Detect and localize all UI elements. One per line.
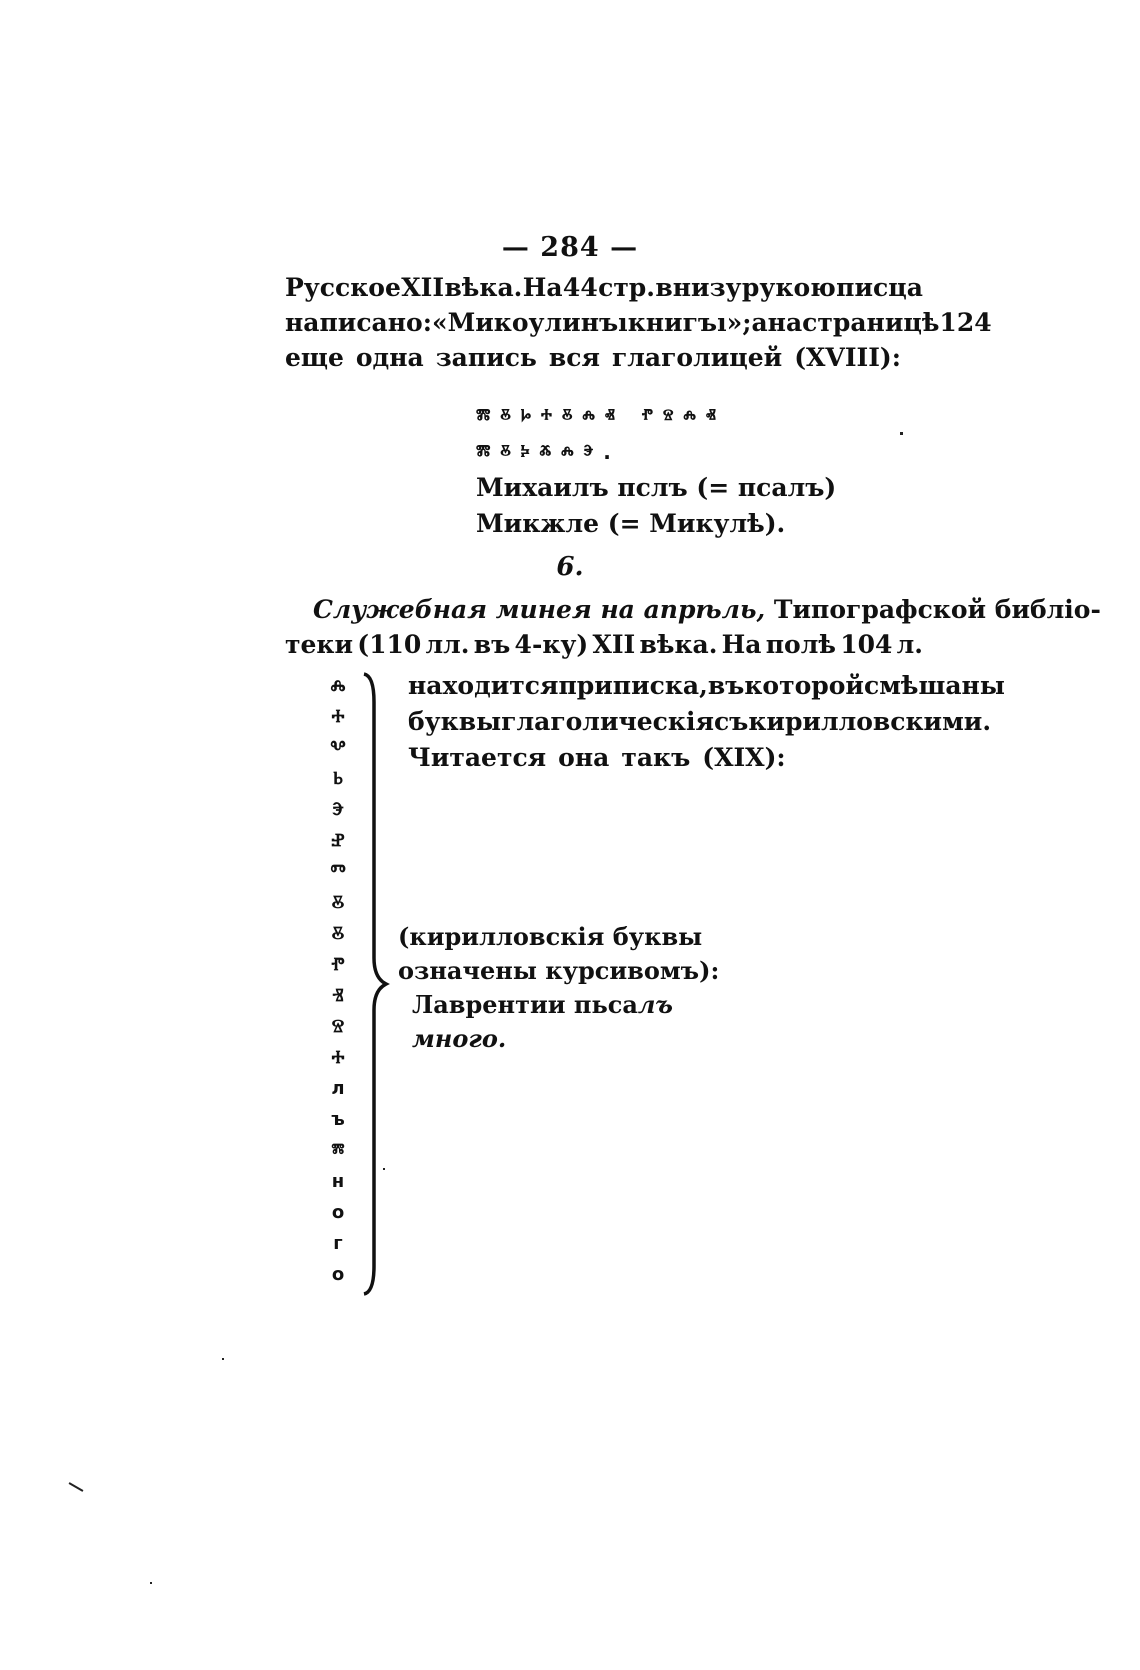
word: которой [744, 671, 864, 700]
word: писца [836, 273, 923, 302]
word: въ [707, 671, 745, 700]
vertical-letter: Ⱐ [332, 985, 344, 1006]
word: съ [713, 707, 749, 736]
vertical-letter: Ⱀ [331, 830, 345, 851]
manuscript-title: Служебная минея на апрѣль, [313, 595, 766, 624]
note-line-1: (кирилловскія буквы [398, 922, 703, 951]
right-brace [360, 672, 390, 1296]
intro-line-3 [285, 340, 923, 375]
vertical-letter: Ⰻ [331, 892, 345, 913]
word: XII [401, 273, 445, 302]
vertical-letter: г [333, 1233, 343, 1254]
vertical-letter: Ⰰ [331, 706, 345, 727]
word: смѣшаны [863, 671, 1005, 700]
word: запись [435, 343, 537, 372]
vertical-letter: н [331, 1171, 345, 1192]
section-paragraph [285, 592, 1101, 662]
word: стр. [598, 273, 655, 302]
word: одна [355, 343, 424, 372]
vertical-letter: Ⰵ [332, 799, 344, 820]
word: полѣ [765, 630, 836, 659]
note-line-3-italic: лъ [637, 990, 673, 1019]
vertical-letter: ъ [331, 1109, 345, 1130]
vertical-letter: Ⰲ [330, 737, 346, 758]
side-paragraph [408, 668, 1005, 776]
note-line-3 [398, 988, 719, 1022]
note-line-4: много. [412, 1024, 507, 1053]
word: находится [408, 671, 559, 700]
word: вѣка. [444, 273, 523, 302]
word: 4-ку) [514, 630, 589, 659]
vertical-letter: ⰿ [331, 1140, 345, 1161]
word: На [721, 630, 762, 659]
side-line-2 [408, 704, 992, 740]
glagolitic-line-2: ⰿⰻⰽⰶⰾⰵ. [476, 440, 621, 464]
word: а [751, 308, 768, 337]
section-line-1 [285, 592, 1101, 627]
intro-line-1 [285, 270, 923, 305]
word: рукою [741, 273, 836, 302]
section-line-2 [285, 627, 923, 662]
word: 44 [562, 273, 598, 302]
word: кирилловскими. [748, 707, 992, 736]
word: страницѣ [802, 308, 940, 337]
word: «Микоулинъı [431, 308, 628, 337]
glagolitic-line-1: ⰿⰻⱈⰰⰻⰾⱏ ⱂⱄⰾⱏ [476, 404, 726, 428]
vertical-letter: Ⱃ [333, 768, 343, 789]
scan-mark [900, 432, 903, 435]
word: книгъı»; [627, 308, 752, 337]
page-number: — 284 — [501, 232, 639, 263]
transliteration-line-2: Микжле (= Микулѣ). [476, 509, 786, 538]
word: буквы [408, 707, 502, 736]
word: на [767, 308, 803, 337]
word: глаголицей [611, 343, 783, 372]
word: такъ [621, 743, 691, 772]
side-line-1 [408, 668, 1005, 704]
word: XII [592, 630, 636, 659]
word: внизу [655, 273, 742, 302]
section-line-1-rest: Типографской библіо- [773, 595, 1101, 624]
vertical-letter: о [331, 1202, 345, 1223]
word: Читается [408, 743, 547, 772]
word: л. [896, 630, 923, 659]
vertical-letter: Ⱂ [331, 954, 345, 975]
vertical-letter-column [318, 670, 358, 1290]
word: (110 [357, 630, 422, 659]
scan-mark [150, 1582, 152, 1584]
side-line-3 [408, 740, 923, 776]
note-line-2: означены курсивомъ): [398, 956, 720, 985]
word: 104 [840, 630, 893, 659]
vertical-letter: о [331, 1264, 345, 1285]
word: теки [285, 630, 353, 659]
word: (XVIII): [794, 343, 901, 372]
scan-mark [222, 1358, 224, 1360]
section-number: 6. [556, 552, 584, 582]
note-line-3-prefix: Лаврентии пьса [412, 990, 638, 1019]
word: Русское [285, 273, 401, 302]
cyrillic-note [398, 920, 719, 1056]
word: На [522, 273, 563, 302]
word: лл. [425, 630, 470, 659]
vertical-letter: Ⰻ [331, 923, 345, 944]
vertical-letter: л [331, 1078, 345, 1099]
vertical-letter: Ⱄ [331, 1016, 345, 1037]
vertical-letter: Ⰰ [331, 1047, 345, 1068]
transliteration-line-1: Михаилъ пслъ (= псалъ) [476, 473, 837, 502]
intro-line-2 [285, 305, 992, 340]
word: въ [473, 630, 511, 659]
word: еще [285, 343, 344, 372]
word: приписка, [558, 671, 708, 700]
vertical-letter: Ⰾ [330, 675, 346, 696]
paragraph-intro [285, 270, 992, 375]
word: вѣка. [639, 630, 718, 659]
scan-mark [69, 1482, 84, 1492]
word: (XIX): [702, 743, 786, 772]
scan-mark [383, 1168, 385, 1170]
vertical-letter: Ⱅ [330, 861, 346, 882]
word: 124 [939, 308, 992, 337]
word: вся [548, 343, 600, 372]
word: написано: [285, 308, 432, 337]
word: глаголическія [501, 707, 714, 736]
word: она [558, 743, 610, 772]
glagolitic-inscription [476, 398, 836, 542]
